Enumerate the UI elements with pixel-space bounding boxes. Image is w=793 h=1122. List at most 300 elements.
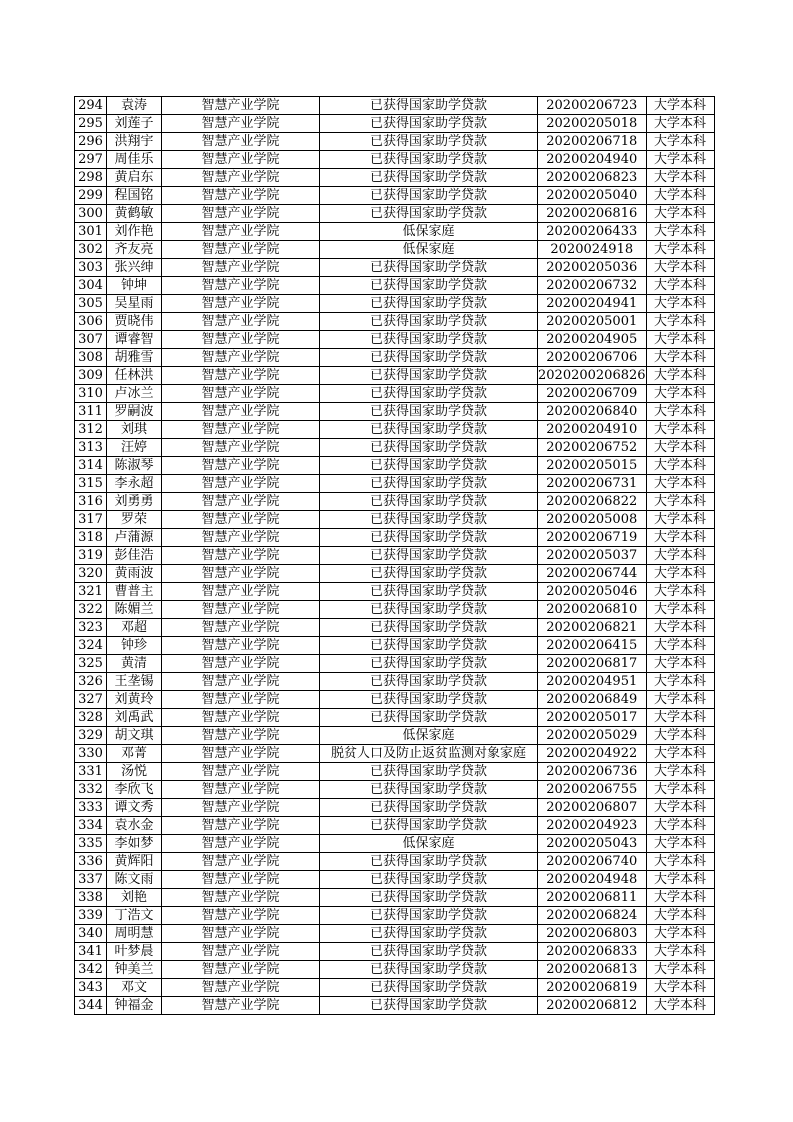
row-number-cell: 338	[75, 889, 107, 907]
college-cell: 智慧产业学院	[162, 997, 320, 1015]
aid-category-cell: 已获得国家助学贷款	[320, 907, 538, 925]
table-row	[75, 871, 715, 889]
row-number-cell: 304	[75, 277, 107, 295]
student-id-cell: 20200206849	[538, 691, 647, 709]
row-number-cell: 302	[75, 241, 107, 259]
college-cell: 智慧产业学院	[162, 259, 320, 277]
aid-category-cell: 脱贫人口及防止返贫监测对象家庭	[320, 745, 538, 763]
row-number-cell: 307	[75, 331, 107, 349]
table-row	[75, 115, 715, 133]
education-level-cell: 大学本科	[646, 475, 714, 493]
row-number-cell: 301	[75, 223, 107, 241]
aid-category-cell: 已获得国家助学贷款	[320, 619, 538, 637]
aid-category-cell: 已获得国家助学贷款	[320, 781, 538, 799]
table-row	[75, 925, 715, 943]
college-cell: 智慧产业学院	[162, 925, 320, 943]
table-row	[75, 241, 715, 259]
student-name-cell: 卢冰兰	[107, 385, 162, 403]
row-number-cell: 298	[75, 169, 107, 187]
student-id-cell: 20200206744	[538, 565, 647, 583]
student-name-cell: 邓超	[107, 619, 162, 637]
college-cell: 智慧产业学院	[162, 511, 320, 529]
aid-category-cell: 已获得国家助学贷款	[320, 691, 538, 709]
aid-category-cell: 已获得国家助学贷款	[320, 655, 538, 673]
college-cell: 智慧产业学院	[162, 187, 320, 205]
aid-category-cell: 已获得国家助学贷款	[320, 853, 538, 871]
college-cell: 智慧产业学院	[162, 169, 320, 187]
student-id-cell: 20200206821	[538, 619, 647, 637]
education-level-cell: 大学本科	[646, 853, 714, 871]
student-name-cell: 陈文雨	[107, 871, 162, 889]
education-level-cell: 大学本科	[646, 151, 714, 169]
student-id-cell: 20200206810	[538, 601, 647, 619]
education-level-cell: 大学本科	[646, 169, 714, 187]
aid-category-cell: 低保家庭	[320, 727, 538, 745]
college-cell: 智慧产业学院	[162, 889, 320, 907]
student-name-cell: 罗荣	[107, 511, 162, 529]
education-level-cell: 大学本科	[646, 619, 714, 637]
aid-category-cell: 低保家庭	[320, 835, 538, 853]
student-id-cell: 20200205001	[538, 313, 647, 331]
student-name-cell: 刘禹武	[107, 709, 162, 727]
education-level-cell: 大学本科	[646, 205, 714, 223]
row-number-cell: 312	[75, 421, 107, 439]
aid-category-cell: 已获得国家助学贷款	[320, 367, 538, 385]
student-id-cell: 20200206817	[538, 655, 647, 673]
college-cell: 智慧产业学院	[162, 529, 320, 547]
student-name-cell: 钟美兰	[107, 961, 162, 979]
student-name-cell: 黄辉阳	[107, 853, 162, 871]
row-number-cell: 294	[75, 97, 107, 115]
aid-category-cell: 已获得国家助学贷款	[320, 763, 538, 781]
student-name-cell: 刘琪	[107, 421, 162, 439]
aid-category-cell: 已获得国家助学贷款	[320, 979, 538, 997]
education-level-cell: 大学本科	[646, 601, 714, 619]
college-cell: 智慧产业学院	[162, 421, 320, 439]
aid-category-cell: 已获得国家助学贷款	[320, 277, 538, 295]
table-row	[75, 709, 715, 727]
table-row	[75, 565, 715, 583]
student-id-cell: 20200205037	[538, 547, 647, 565]
student-name-cell: 黄雨波	[107, 565, 162, 583]
education-level-cell: 大学本科	[646, 637, 714, 655]
education-level-cell: 大学本科	[646, 565, 714, 583]
aid-category-cell: 已获得国家助学贷款	[320, 313, 538, 331]
table-row	[75, 727, 715, 745]
aid-category-cell: 已获得国家助学贷款	[320, 583, 538, 601]
aid-category-cell: 已获得国家助学贷款	[320, 421, 538, 439]
table-row	[75, 367, 715, 385]
education-level-cell: 大学本科	[646, 925, 714, 943]
college-cell: 智慧产业学院	[162, 835, 320, 853]
student-id-cell: 20200204951	[538, 673, 647, 691]
table-row	[75, 637, 715, 655]
row-number-cell: 303	[75, 259, 107, 277]
table-row	[75, 691, 715, 709]
student-name-cell: 胡文琪	[107, 727, 162, 745]
aid-category-cell: 已获得国家助学贷款	[320, 457, 538, 475]
aid-category-cell: 已获得国家助学贷款	[320, 187, 538, 205]
row-number-cell: 335	[75, 835, 107, 853]
student-id-cell: 20200205018	[538, 115, 647, 133]
row-number-cell: 327	[75, 691, 107, 709]
table-row	[75, 817, 715, 835]
aid-category-cell: 已获得国家助学贷款	[320, 637, 538, 655]
education-level-cell: 大学本科	[646, 277, 714, 295]
college-cell: 智慧产业学院	[162, 763, 320, 781]
table-row	[75, 835, 715, 853]
student-id-cell: 20200206823	[538, 169, 647, 187]
student-name-cell: 曹普主	[107, 583, 162, 601]
student-id-cell: 20200206840	[538, 403, 647, 421]
aid-category-cell: 已获得国家助学贷款	[320, 871, 538, 889]
education-level-cell: 大学本科	[646, 979, 714, 997]
education-level-cell: 大学本科	[646, 259, 714, 277]
student-name-cell: 王垄锡	[107, 673, 162, 691]
college-cell: 智慧产业学院	[162, 871, 320, 889]
table-row	[75, 403, 715, 421]
college-cell: 智慧产业学院	[162, 439, 320, 457]
row-number-cell: 296	[75, 133, 107, 151]
table-body	[75, 97, 715, 1015]
education-level-cell: 大学本科	[646, 187, 714, 205]
education-level-cell: 大学本科	[646, 457, 714, 475]
aid-category-cell: 已获得国家助学贷款	[320, 115, 538, 133]
education-level-cell: 大学本科	[646, 871, 714, 889]
education-level-cell: 大学本科	[646, 493, 714, 511]
aid-category-cell: 已获得国家助学贷款	[320, 169, 538, 187]
student-id-cell: 20200204940	[538, 151, 647, 169]
student-name-cell: 卢蒲源	[107, 529, 162, 547]
row-number-cell: 330	[75, 745, 107, 763]
aid-category-cell: 已获得国家助学贷款	[320, 529, 538, 547]
college-cell: 智慧产业学院	[162, 979, 320, 997]
student-aid-table	[74, 96, 715, 1015]
table-row	[75, 421, 715, 439]
education-level-cell: 大学本科	[646, 529, 714, 547]
education-level-cell: 大学本科	[646, 313, 714, 331]
aid-category-cell: 已获得国家助学贷款	[320, 493, 538, 511]
row-number-cell: 339	[75, 907, 107, 925]
college-cell: 智慧产业学院	[162, 619, 320, 637]
table-row	[75, 385, 715, 403]
student-id-cell: 20200205046	[538, 583, 647, 601]
table-row	[75, 295, 715, 313]
college-cell: 智慧产业学院	[162, 151, 320, 169]
student-name-cell: 任林洪	[107, 367, 162, 385]
aid-category-cell: 已获得国家助学贷款	[320, 97, 538, 115]
student-name-cell: 邓文	[107, 979, 162, 997]
row-number-cell: 341	[75, 943, 107, 961]
education-level-cell: 大学本科	[646, 997, 714, 1015]
row-number-cell: 308	[75, 349, 107, 367]
student-name-cell: 陈淑琴	[107, 457, 162, 475]
row-number-cell: 318	[75, 529, 107, 547]
education-level-cell: 大学本科	[646, 511, 714, 529]
student-id-cell: 20200206813	[538, 961, 647, 979]
student-id-cell: 20200204923	[538, 817, 647, 835]
education-level-cell: 大学本科	[646, 547, 714, 565]
table-row	[75, 781, 715, 799]
education-level-cell: 大学本科	[646, 745, 714, 763]
education-level-cell: 大学本科	[646, 691, 714, 709]
college-cell: 智慧产业学院	[162, 601, 320, 619]
education-level-cell: 大学本科	[646, 133, 714, 151]
student-name-cell: 黄清	[107, 655, 162, 673]
student-name-cell: 陈媚兰	[107, 601, 162, 619]
student-name-cell: 汪婷	[107, 439, 162, 457]
college-cell: 智慧产业学院	[162, 709, 320, 727]
aid-category-cell: 已获得国家助学贷款	[320, 925, 538, 943]
student-id-cell: 20200206816	[538, 205, 647, 223]
student-id-cell: 20200204905	[538, 331, 647, 349]
education-level-cell: 大学本科	[646, 673, 714, 691]
row-number-cell: 317	[75, 511, 107, 529]
college-cell: 智慧产业学院	[162, 241, 320, 259]
student-name-cell: 李如梦	[107, 835, 162, 853]
student-id-cell: 20200206752	[538, 439, 647, 457]
student-id-cell: 2020200206826	[538, 368, 646, 383]
student-name-cell: 罗嗣波	[107, 403, 162, 421]
table-row	[75, 331, 715, 349]
education-level-cell: 大学本科	[646, 295, 714, 313]
table-row	[75, 133, 715, 151]
education-level-cell: 大学本科	[646, 385, 714, 403]
row-number-cell: 329	[75, 727, 107, 745]
student-name-cell: 丁浩文	[107, 907, 162, 925]
student-name-cell: 汤悦	[107, 763, 162, 781]
aid-category-cell: 已获得国家助学贷款	[320, 133, 538, 151]
student-name-cell: 黄启东	[107, 169, 162, 187]
table-row	[75, 547, 715, 565]
row-number-cell: 336	[75, 853, 107, 871]
college-cell: 智慧产业学院	[162, 943, 320, 961]
row-number-cell: 325	[75, 655, 107, 673]
college-cell: 智慧产业学院	[162, 385, 320, 403]
student-name-cell: 周佳乐	[107, 151, 162, 169]
college-cell: 智慧产业学院	[162, 457, 320, 475]
student-name-cell: 胡雅雪	[107, 349, 162, 367]
college-cell: 智慧产业学院	[162, 565, 320, 583]
college-cell: 智慧产业学院	[162, 655, 320, 673]
student-name-cell: 袁涛	[107, 97, 162, 115]
table-row	[75, 529, 715, 547]
table-row	[75, 187, 715, 205]
education-level-cell: 大学本科	[646, 97, 714, 115]
student-name-cell: 刘艳	[107, 889, 162, 907]
student-id-cell: 20200206803	[538, 925, 647, 943]
row-number-cell: 333	[75, 799, 107, 817]
student-id-cell: 20200206736	[538, 763, 647, 781]
table-row	[75, 511, 715, 529]
education-level-cell: 大学本科	[646, 727, 714, 745]
student-name-cell: 刘作艳	[107, 223, 162, 241]
student-id-cell: 20200205017	[538, 709, 647, 727]
aid-category-cell: 已获得国家助学贷款	[320, 385, 538, 403]
college-cell: 智慧产业学院	[162, 97, 320, 115]
college-cell: 智慧产业学院	[162, 745, 320, 763]
row-number-cell: 340	[75, 925, 107, 943]
student-id-cell: 20200205029	[538, 727, 647, 745]
aid-category-cell: 低保家庭	[320, 241, 538, 259]
table-row	[75, 763, 715, 781]
education-level-cell: 大学本科	[646, 241, 714, 259]
education-level-cell: 大学本科	[646, 331, 714, 349]
table-row	[75, 151, 715, 169]
student-name-cell: 刘莲子	[107, 115, 162, 133]
aid-category-cell: 已获得国家助学贷款	[320, 565, 538, 583]
student-name-cell: 程国铭	[107, 187, 162, 205]
student-name-cell: 李永超	[107, 475, 162, 493]
table-row	[75, 655, 715, 673]
student-name-cell: 邓菁	[107, 745, 162, 763]
college-cell: 智慧产业学院	[162, 583, 320, 601]
student-name-cell: 袁水金	[107, 817, 162, 835]
student-id-cell: 20200206415	[538, 637, 647, 655]
table-row	[75, 889, 715, 907]
row-number-cell: 305	[75, 295, 107, 313]
student-name-cell: 贾晓伟	[107, 313, 162, 331]
college-cell: 智慧产业学院	[162, 403, 320, 421]
college-cell: 智慧产业学院	[162, 349, 320, 367]
row-number-cell: 344	[75, 997, 107, 1015]
college-cell: 智慧产业学院	[162, 673, 320, 691]
row-number-cell: 343	[75, 979, 107, 997]
row-number-cell: 321	[75, 583, 107, 601]
row-number-cell: 334	[75, 817, 107, 835]
row-number-cell: 324	[75, 637, 107, 655]
college-cell: 智慧产业学院	[162, 691, 320, 709]
student-name-cell: 钟珍	[107, 637, 162, 655]
row-number-cell: 315	[75, 475, 107, 493]
row-number-cell: 306	[75, 313, 107, 331]
aid-category-cell: 已获得国家助学贷款	[320, 295, 538, 313]
student-id-cell: 20200206824	[538, 907, 647, 925]
student-id-cell: 20200205015	[538, 457, 647, 475]
education-level-cell: 大学本科	[646, 763, 714, 781]
table-row	[75, 475, 715, 493]
education-level-cell: 大学本科	[646, 817, 714, 835]
student-id-cell: 20200206732	[538, 277, 647, 295]
college-cell: 智慧产业学院	[162, 547, 320, 565]
table-row	[75, 439, 715, 457]
student-id-cell: 20200206812	[538, 997, 647, 1015]
student-id-cell: 20200204910	[538, 421, 647, 439]
student-name-cell: 齐友亮	[107, 241, 162, 259]
student-name-cell: 李欣飞	[107, 781, 162, 799]
aid-category-cell: 已获得国家助学贷款	[320, 799, 538, 817]
student-name-cell: 叶梦晨	[107, 943, 162, 961]
row-number-cell: 316	[75, 493, 107, 511]
table-row	[75, 997, 715, 1015]
aid-category-cell: 已获得国家助学贷款	[320, 331, 538, 349]
row-number-cell: 323	[75, 619, 107, 637]
aid-category-cell: 已获得国家助学贷款	[320, 997, 538, 1015]
student-name-cell: 黄鹤敏	[107, 205, 162, 223]
student-id-cell: 20200206719	[538, 529, 647, 547]
row-number-cell: 299	[75, 187, 107, 205]
college-cell: 智慧产业学院	[162, 205, 320, 223]
table-row	[75, 979, 715, 997]
aid-category-cell: 已获得国家助学贷款	[320, 601, 538, 619]
college-cell: 智慧产业学院	[162, 133, 320, 151]
row-number-cell: 331	[75, 763, 107, 781]
aid-category-cell: 已获得国家助学贷款	[320, 259, 538, 277]
row-number-cell: 300	[75, 205, 107, 223]
education-level-cell: 大学本科	[646, 961, 714, 979]
aid-category-cell: 已获得国家助学贷款	[320, 511, 538, 529]
student-id-cell: 20200206807	[538, 799, 647, 817]
row-number-cell: 328	[75, 709, 107, 727]
table-row	[75, 223, 715, 241]
student-id-cell: 20200204941	[538, 295, 647, 313]
table-row	[75, 943, 715, 961]
student-id-cell: 20200206709	[538, 385, 647, 403]
college-cell: 智慧产业学院	[162, 493, 320, 511]
student-id-cell: 20200206811	[538, 889, 647, 907]
college-cell: 智慧产业学院	[162, 367, 320, 385]
college-cell: 智慧产业学院	[162, 817, 320, 835]
aid-category-cell: 已获得国家助学贷款	[320, 475, 538, 493]
row-number-cell: 310	[75, 385, 107, 403]
table-row	[75, 745, 715, 763]
college-cell: 智慧产业学院	[162, 781, 320, 799]
student-name-cell: 钟坤	[107, 277, 162, 295]
table-row	[75, 619, 715, 637]
student-id-cell: 20200204948	[538, 871, 647, 889]
student-id-cell: 20200206731	[538, 475, 647, 493]
row-number-cell: 313	[75, 439, 107, 457]
aid-category-cell: 已获得国家助学贷款	[320, 961, 538, 979]
student-id-cell: 2020024918	[538, 241, 647, 259]
table-row	[75, 601, 715, 619]
education-level-cell: 大学本科	[646, 349, 714, 367]
table-row	[75, 97, 715, 115]
education-level-cell: 大学本科	[646, 223, 714, 241]
table-row	[75, 583, 715, 601]
aid-category-cell: 已获得国家助学贷款	[320, 673, 538, 691]
row-number-cell: 295	[75, 115, 107, 133]
student-id-cell: 20200206706	[538, 349, 647, 367]
student-name-cell: 周明慧	[107, 925, 162, 943]
aid-category-cell: 低保家庭	[320, 223, 538, 241]
row-number-cell: 309	[75, 367, 107, 385]
student-id-cell: 20200206723	[538, 97, 647, 115]
student-id-cell: 20200206833	[538, 943, 647, 961]
education-level-cell: 大学本科	[646, 421, 714, 439]
table-row	[75, 493, 715, 511]
student-id-cell: 20200206822	[538, 493, 647, 511]
student-id-cell: 20200205043	[538, 835, 647, 853]
student-name-cell: 刘黄玲	[107, 691, 162, 709]
table-row	[75, 457, 715, 475]
college-cell: 智慧产业学院	[162, 475, 320, 493]
college-cell: 智慧产业学院	[162, 115, 320, 133]
table-row	[75, 169, 715, 187]
education-level-cell: 大学本科	[646, 835, 714, 853]
row-number-cell: 322	[75, 601, 107, 619]
student-id-cell: 20200205008	[538, 511, 647, 529]
college-cell: 智慧产业学院	[162, 331, 320, 349]
aid-category-cell: 已获得国家助学贷款	[320, 889, 538, 907]
student-name-cell: 彭佳浩	[107, 547, 162, 565]
education-level-cell: 大学本科	[646, 907, 714, 925]
student-name-cell: 洪翔宇	[107, 133, 162, 151]
aid-category-cell: 已获得国家助学贷款	[320, 943, 538, 961]
aid-category-cell: 已获得国家助学贷款	[320, 205, 538, 223]
table-row	[75, 313, 715, 331]
table-row	[75, 277, 715, 295]
